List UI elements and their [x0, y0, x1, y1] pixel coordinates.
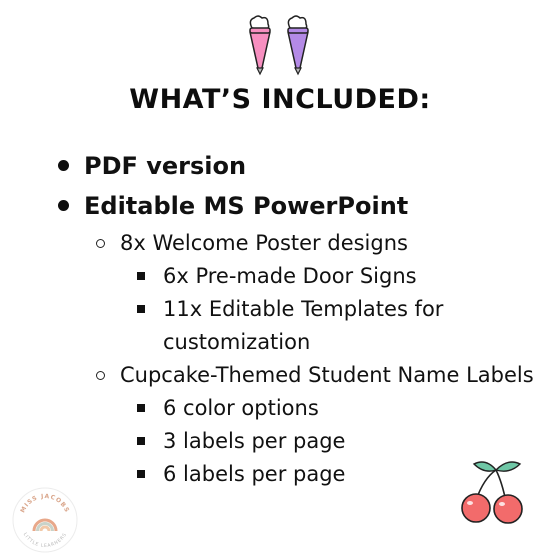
cherries-icon — [456, 456, 528, 526]
square-bullet-icon — [137, 305, 145, 313]
sub-sublist-item-label: 3 labels per page — [163, 429, 346, 453]
square-bullet-icon — [137, 470, 145, 478]
list-item — [58, 186, 548, 226]
logo-bottom-text: LITTLE LEARNERS — [21, 532, 69, 550]
sub-sublist-item-label: 6 color options — [163, 396, 319, 420]
brand-logo — [12, 487, 78, 553]
sub-sublist-item — [137, 293, 545, 359]
sub-sublist-item-label: 11x Editable Templates for customization — [163, 297, 444, 354]
sublist-item — [95, 227, 545, 359]
sublist-item-label: Cupcake-Themed Student Name Labels — [120, 363, 534, 387]
sub-sublist-item-label: 6 labels per page — [163, 462, 346, 486]
circle-bullet-icon — [96, 371, 105, 380]
sublist-item-label: 8x Welcome Poster designs — [120, 231, 408, 255]
sub-sublist-item-label: 6x Pre-made Door Signs — [163, 264, 417, 288]
included-list — [58, 146, 548, 226]
powerpoint-sublist — [95, 227, 545, 491]
list-item-label: PDF version — [84, 152, 247, 180]
sub-sublist-item — [137, 425, 545, 458]
square-bullet-icon — [137, 272, 145, 280]
sub-sublist-item — [137, 260, 545, 293]
page-title: WHAT’S INCLUDED: — [129, 84, 431, 115]
poster-sublist — [137, 260, 545, 359]
sub-sublist-item — [137, 392, 545, 425]
circle-bullet-icon — [96, 239, 105, 248]
square-bullet-icon — [137, 437, 145, 445]
bullet-icon — [58, 160, 69, 171]
square-bullet-icon — [137, 404, 145, 412]
list-item — [58, 146, 548, 186]
bullet-icon — [58, 200, 69, 211]
piping-bags-icon — [240, 14, 320, 76]
logo-top-text: MISS JACOBS — [19, 492, 71, 515]
purple-piping-bag-icon — [288, 16, 308, 74]
list-item-label: Editable MS PowerPoint — [84, 192, 409, 220]
pink-piping-bag-icon — [250, 16, 270, 74]
